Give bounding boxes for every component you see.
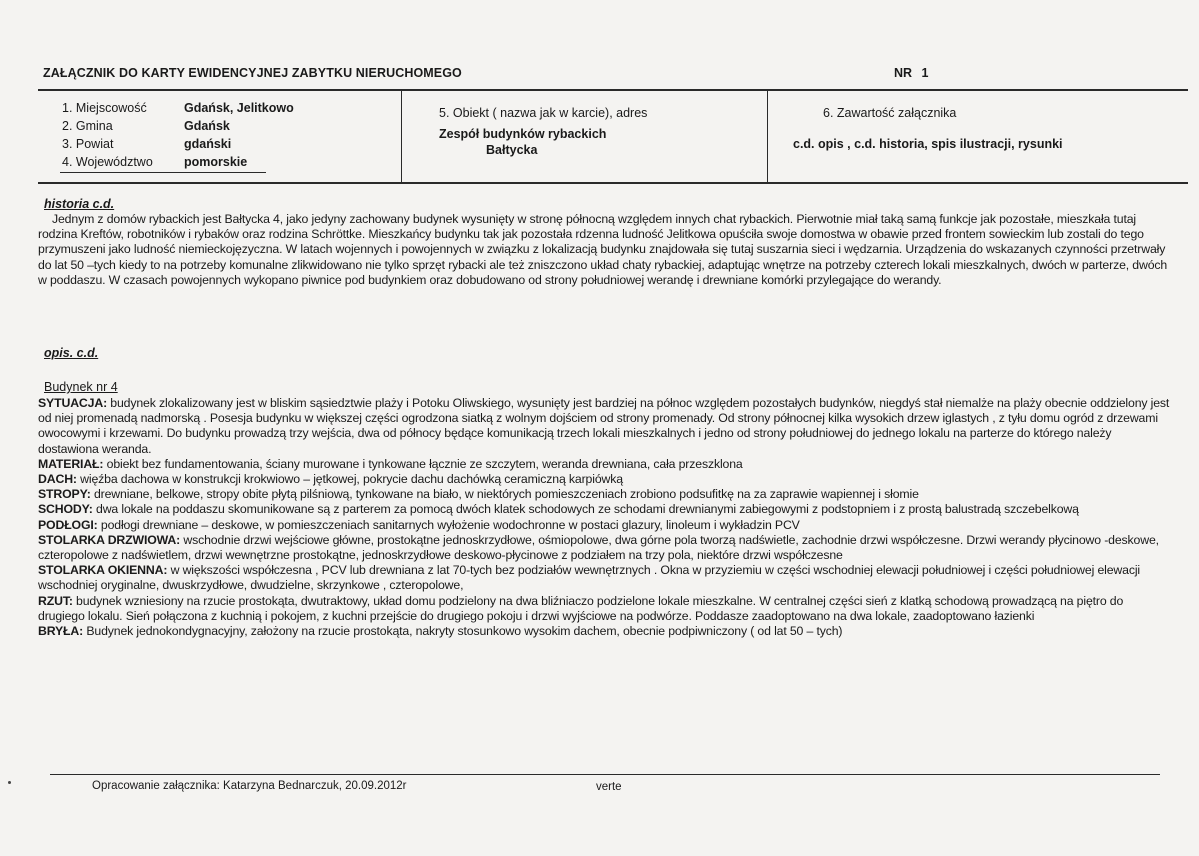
opis-text: drewniane, belkowe, stropy obite płytą pilśniową, tynkowane na biało, w niektórych pomieszczeniach zrobiono podsufitkę na za zaprawie wapiennej i słomie bbox=[90, 487, 919, 502]
opis-text: podłogi drewniane – deskowe, w pomieszczeniach sanitarnych wyłożenie wodochronne w postaci glazury, linoleum i wykładzin PCV bbox=[97, 517, 800, 532]
nr-value: 1 bbox=[921, 66, 929, 80]
opis-label: DACH: bbox=[38, 472, 77, 487]
field-value-miejscowosc: Gdańsk, Jelitkowo bbox=[184, 101, 294, 115]
field-label-gmina: 2. Gmina bbox=[62, 119, 113, 133]
opis-item-stropy bbox=[38, 487, 1170, 502]
opis-item-stolarka-drzwiowa bbox=[38, 533, 1170, 563]
document-title: ZAŁĄCZNIK DO KARTY EWIDENCYJNEJ ZABYTKU NIERUCHOMEGO bbox=[43, 66, 462, 80]
opis-item-bryla bbox=[38, 624, 1170, 639]
opis-item-sytuacja bbox=[38, 396, 1170, 457]
field-value-powiat: gdański bbox=[184, 137, 232, 151]
opis-label: SYTUACJA: bbox=[38, 396, 108, 410]
wojewodztwo-underline bbox=[60, 172, 266, 173]
opis-item-rzut bbox=[38, 594, 1170, 624]
opis-text: w większości współczesna , PCV lub drewniana z lat 70-tych bez podziałów wewnętrznych . Okna w przyziemiu w części wschodniej elewacji południowej i części południowej elewacji wschodniej oryginalne, dwuskrzydłowe, dwudzielne, skrzynkowe , czteropolowe, bbox=[38, 563, 1140, 593]
opis-label: MATERIAŁ: bbox=[38, 456, 104, 471]
opis-item-podlogi bbox=[38, 518, 1170, 533]
field-label-powiat: 3. Powiat bbox=[62, 137, 114, 151]
opis-item-material bbox=[38, 457, 1170, 472]
opis-text: więźba dachowa w konstrukcji krokwiowo – jętkowej, pokrycie dachu dachówką ceramiczną karpiówką bbox=[76, 472, 623, 487]
opis-item-schody bbox=[38, 502, 1170, 517]
object-label: 5. Obiekt ( nazwa jak w karcie), adres bbox=[439, 106, 648, 120]
field-value-gmina: Gdańsk bbox=[184, 119, 230, 133]
field-label-miejscowosc: 1. Miejscowość bbox=[62, 101, 147, 115]
historia-text: Jednym z domów rybackich jest Bałtycka 4, jako jedyny zachowany budynek wysunięty w stronę północną względem innych chat rybackich. Pierwotnie miał taką samą funkcje jak pozostałe, mieszkała tutaj rodzina Kreftów, robotników i rybaków oraz rodzina Schröttke. Mieszkańcy budynku tak jak pozostała rdzenna ludność Jelitkowa opuściła swoje domostwa w obawie przed frontem sowieckim lub zostali do tego przymuszeni jako ludność niemieckojęzyczna. W latach wojennych i powojennych w związku z lokalizacją budynku znajdowała się tutaj suszarnia sieci i wędzarnia. Urządzenia do wskazanych czynności przetrwały do lat 50 –tych kiedy to na potrzeby komunalne zlikwidowano nie tylko sprzęt rybacki ale też zniszczono układ chaty rybackiej, adaptując wnętrze na potrzeby czterech lokali mieszkalnych, dwóch w parterze, dwóch w poddaszu. W czasach powojennych wykopano piwnice pod budynkiem oraz dobudowano od strony południowej werandę i drewniane komórki przylegające do werandy. bbox=[38, 212, 1168, 287]
opis-label: STOLARKA DRZWIOWA: bbox=[38, 532, 181, 547]
opis-label: STROPY: bbox=[38, 487, 91, 502]
object-name: Zespół budynków rybackich bbox=[439, 127, 607, 141]
footer-rule bbox=[50, 774, 1160, 775]
opis-text: obiekt bez fundamentowania, ściany murowane i tynkowane łącznie ze szczytem, weranda drewniana, cała przeszklona bbox=[103, 456, 743, 471]
opis-label: BRYŁA: bbox=[38, 624, 84, 639]
nr-label: NR bbox=[894, 66, 913, 80]
scan-dot bbox=[8, 781, 11, 784]
contents-label: 6. Zawartość załącznika bbox=[823, 106, 957, 120]
opis-item-stolarka-okienna bbox=[38, 563, 1170, 593]
column-divider-1 bbox=[401, 90, 402, 183]
field-label-wojewodztwo: 4. Województwo bbox=[62, 155, 153, 169]
opis-text: Budynek jednokondygnacyjny, założony na rzucie prostokąta, nakryty stosunkowo wysokim dachem, obecnie podpiwniczony ( od lat 50 – tych) bbox=[83, 624, 843, 639]
opis-text: wschodnie drzwi wejściowe główne, prostokątne jednoskrzydłowe, ośmiopolowe, dwa górne pola tworzą nadświetle, zachodnie drzwi współczesne. Drzwi werandy płycinowo -deskowe, czteropolowe z nadświetlem, drzwi wewnętrzne prostokątne, jednoskrzydłowe deskowo-płycinowe z podziałem na trzy pola, niektóre drzwi współczesne bbox=[38, 532, 1159, 563]
header-bottom-rule bbox=[38, 182, 1188, 184]
building-heading: Budynek nr 4 bbox=[44, 380, 118, 394]
opis-item-dach bbox=[38, 472, 1170, 487]
opis-text: dwa lokale na poddaszu skomunikowane są z parterem za pomocą dwóch klatek schodowych ze schodami drewnianymi zabiegowymi z podstopniem i z prostą balustradą szczebelkową bbox=[92, 502, 1079, 517]
object-street: Bałtycka bbox=[486, 143, 538, 157]
opis-label: RZUT: bbox=[38, 593, 73, 608]
contents-value: c.d. opis , c.d. historia, spis ilustracji, rysunki bbox=[793, 137, 1063, 151]
column-divider-2 bbox=[767, 90, 768, 183]
document-number bbox=[894, 66, 929, 80]
opis-body bbox=[38, 396, 1170, 639]
opis-text: budynek zlokalizowany jest w bliskim sąsiedztwie plaży i Potoku Oliwskiego, wysunięty jest bardziej na północ względem pozostałych budynków, niegdyś stał niemalże na plaży obecnie oddzielony jest od niej promenadą nadmorską . Posesja budynku w większej części ogrodzona siatką z wolnym dojściem od strony promenady. Od strony północnej kilka wysokich drzew iglastych , z tyłu domu ogród z drzewami owocowymi i krzewami. Do budynku prowadzą trzy wejścia, dwa od północy będące komunikacją trzech lokali mieszkalnych i jedno od strony południowej do jednego lokalu na parterze do którego należy dostawiona weranda. bbox=[38, 396, 1170, 456]
field-value-wojewodztwo: pomorskie bbox=[184, 155, 248, 169]
opis-label: STOLARKA OKIENNA: bbox=[38, 563, 168, 578]
footer-verte: verte bbox=[596, 781, 622, 793]
historia-heading: historia c.d. bbox=[44, 197, 115, 211]
header-top-rule bbox=[38, 89, 1188, 91]
opis-heading: opis. c.d. bbox=[44, 346, 99, 360]
opis-label: SCHODY: bbox=[38, 502, 93, 517]
opis-label: PODŁOGI: bbox=[38, 517, 98, 532]
footer-author: Opracowanie załącznika: Katarzyna Bednarczuk, 20.09.2012r bbox=[92, 780, 407, 792]
opis-text: budynek wzniesiony na rzucie prostokąta, dwutraktowy, układ domu podzielony na dwa bliźniaczo podzielone lokale mieszkalne. W centralnej części sień z klatką schodową prowadzącą na piętro do drugiego lokalu. Sień połączona z kuchnią i pokojem, z kuchni przejście do drugiego pokoju i drzwi wyjściowe na podwórze. Poddasze zaadoptowano na dwa lokale, zaadoptowano łazienki bbox=[38, 593, 1124, 623]
